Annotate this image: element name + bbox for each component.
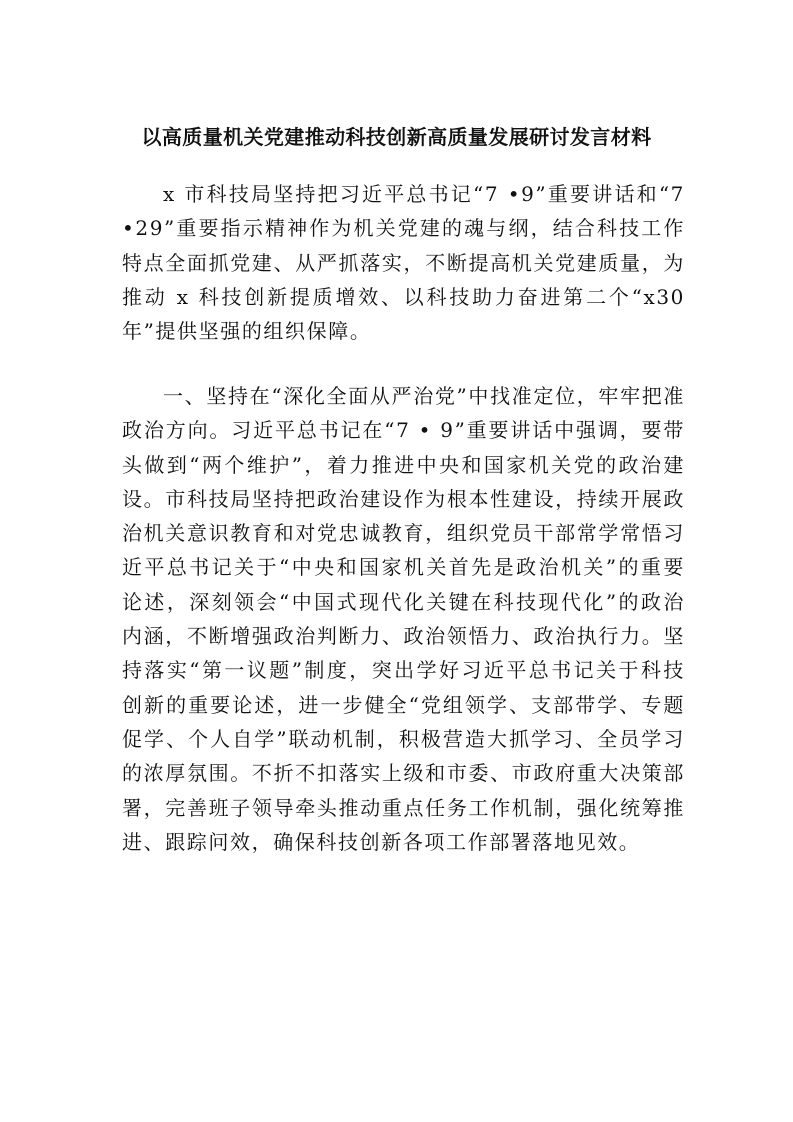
document-title: 以高质量机关党建推动科技创新高质量发展研讨发言材料: [141, 125, 652, 149]
paragraph-intro: x 市科技局坚持把习近平总书记“7 •9”重要讲话和“7 •29”重要指示精神作为机关党建的魂与纲，结合科技工作特点全面抓党建、从严抓落实，不断提高机关党建质量，为推动 x 科技创新提质增效、以科技助力奋进第二个“x30 年”提供坚强的组织保障。: [122, 182, 685, 344]
paragraph-section-one: 一、坚持在“深化全面从严治党”中找准定位，牢牢把准政治方向。习近平总书记在“7 • 9”重要讲话中强调，要带头做到“两个维护”，着力推进中央和国家机关党的政治建设。市科技局坚持把政治建设作为根本性建设，持续开展政治机关意识教育和对党忠诚教育，组织党员干部常学常悟习近平总书记关于“中央和国家机关首先是政治机关”的重要论述，深刻领会“中国式现代化关键在科技现代化”的政治内涵，不断增强政治判断力、政治领悟力、政治执行力。坚持落实“第一议题”制度，突出学好习近平总书记关于科技创新的重要论述，进一步健全“党组领学、支部带学、专题促学、个人自学”联动机制，积极营造大抓学习、全员学习的浓厚氛围。不折不扣落实上级和市委、市政府重大决策部署，完善班子领导牵头推动重点任务工作机制，强化统筹推进、跟踪问效，确保科技创新各项工作部署落地见效。: [122, 384, 685, 854]
